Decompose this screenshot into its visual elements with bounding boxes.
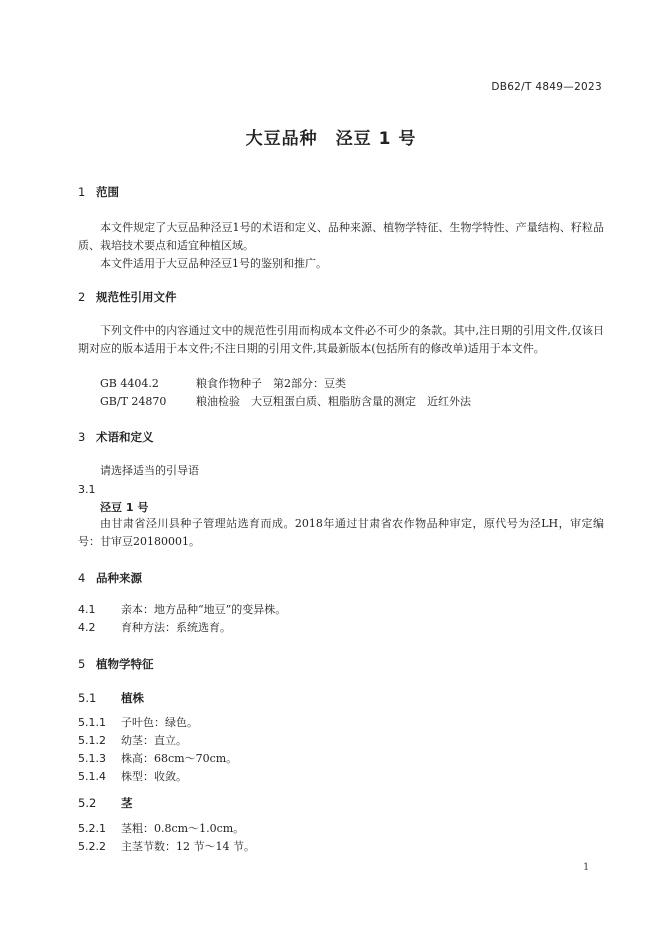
term-number: 3.1 xyxy=(78,483,96,496)
clause-item xyxy=(78,751,237,767)
clause-number: 5.1.2 xyxy=(78,734,106,747)
clause-number: 5.2.1 xyxy=(78,822,106,835)
clause-number: 4.1 xyxy=(78,603,96,616)
reference-title: 粮油检验 大豆粗蛋白质、粗脂肪含量的测定 近红外法 xyxy=(196,395,471,408)
references-paragraph: 下列文件中的内容通过文中的规范性引用而构成本文件必不可少的条款。其中,注日期的引用文件,仅该日期对应的版本适用于本文件;不注日期的引用文件,其最新版本(包括所有的修改单)适用于本文件。 xyxy=(78,324,604,355)
clause-text: 主茎节数：12 节～14 节。 xyxy=(121,840,255,853)
clause-item xyxy=(78,715,198,731)
clause-item xyxy=(78,733,187,749)
clause-text: 幼茎：直立。 xyxy=(121,734,187,747)
section-title: 术语和定义 xyxy=(96,430,154,444)
reference-code: GB 4404.2 xyxy=(100,377,159,390)
section-title: 规范性引用文件 xyxy=(96,290,177,304)
standard-number: DB62/T 4849—2023 xyxy=(491,81,602,93)
section-5-heading xyxy=(78,656,154,672)
term-definition: 由甘肃省泾川县种子管理站选育而成。2018年通过甘肃省农作物品种审定，原代号为泾LH，审定编号：甘审豆20180001。 xyxy=(78,517,604,548)
section-number: 3 xyxy=(78,430,86,444)
clause-item xyxy=(78,839,255,855)
section-title: 植物学特征 xyxy=(96,657,154,671)
term-name: 泾豆 1 号 xyxy=(100,501,149,514)
clause-number: 4.2 xyxy=(78,621,96,634)
reference-item xyxy=(100,394,471,410)
clause-text: 株高：68cm～70cm。 xyxy=(121,752,238,765)
subsection-5-1-heading xyxy=(78,690,144,706)
clause-item xyxy=(78,769,187,785)
clause-number: 5.1.3 xyxy=(78,752,106,765)
clause-text: 育种方法：系统选育。 xyxy=(121,621,231,634)
scope-paragraph-1: 本文件规定了大豆品种泾豆1号的术语和定义、品种来源、植物学特征、生物学特性、产量结构、籽粒品质、栽培技术要点和适宜种植区域。 xyxy=(78,221,604,252)
section-title: 范围 xyxy=(96,185,119,199)
clause-item xyxy=(78,821,244,837)
clause-text: 子叶色：绿色。 xyxy=(121,716,198,729)
section-1-heading xyxy=(78,184,119,200)
subsection-number: 5.1 xyxy=(78,691,97,705)
subsection-5-2-heading xyxy=(78,795,133,811)
terms-intro: 请选择适当的引导语 xyxy=(100,464,199,477)
section-number: 2 xyxy=(78,290,86,304)
section-number: 1 xyxy=(78,185,86,199)
clause-item xyxy=(78,620,231,636)
section-number: 4 xyxy=(78,571,86,585)
clause-text: 亲本：地方品种“地豆”的变异株。 xyxy=(121,603,287,616)
section-4-heading xyxy=(78,570,142,586)
subsection-number: 5.2 xyxy=(78,796,97,810)
reference-item xyxy=(100,376,346,392)
document-title: 大豆品种 泾豆 1 号 xyxy=(245,129,417,149)
clause-text: 株型：收敛。 xyxy=(121,770,187,783)
page-number: 1 xyxy=(583,862,590,873)
clause-number: 5.2.2 xyxy=(78,840,106,853)
clause-number: 5.1.4 xyxy=(78,770,106,783)
section-number: 5 xyxy=(78,657,86,671)
clause-item xyxy=(78,602,286,618)
scope-paragraph-2: 本文件适用于大豆品种泾豆1号的鉴别和推广。 xyxy=(100,257,327,270)
reference-title: 粮食作物种子 第2部分：豆类 xyxy=(196,377,346,390)
section-2-heading xyxy=(78,289,177,305)
section-3-heading xyxy=(78,429,154,445)
section-title: 品种来源 xyxy=(96,571,142,585)
reference-code: GB/T 24870 xyxy=(100,395,167,408)
clause-text: 茎粗：0.8cm～1.0cm。 xyxy=(121,822,245,835)
subsection-title: 茎 xyxy=(121,796,133,810)
subsection-title: 植株 xyxy=(121,691,144,705)
clause-number: 5.1.1 xyxy=(78,716,106,729)
